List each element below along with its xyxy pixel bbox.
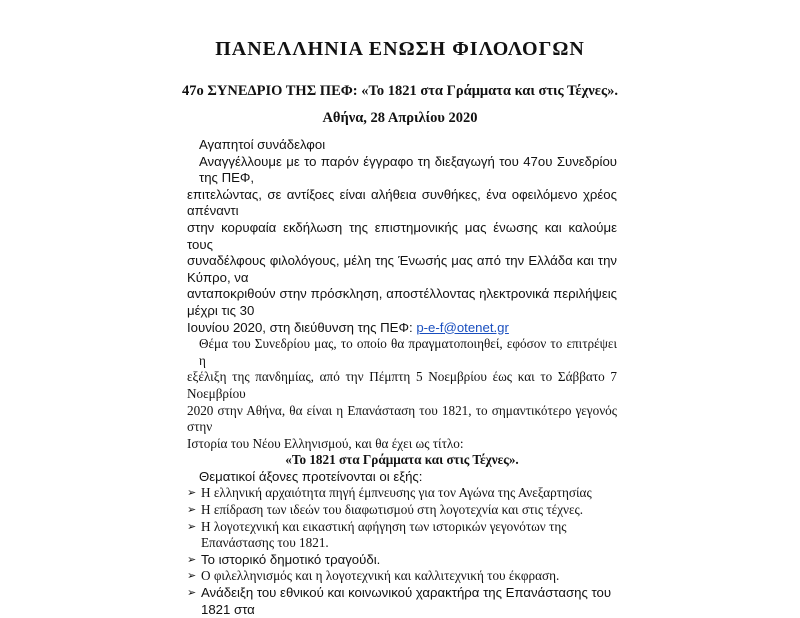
paragraph-line: Θέμα του Συνεδρίου μας, το οποίο θα πραγματοποιηθεί, εφόσον το επιτρέψει η [199, 336, 617, 368]
arrow-bullet-icon: ➢ [187, 504, 197, 517]
paragraph-line: στην κορυφαία εκδήλωση της επιστημονικής μας ένωσης και καλούμε τους [187, 219, 617, 252]
congress-subtitle: 47ο ΣΥΝΕΔΡΙΟ ΤΗΣ ΠΕΦ: «Το 1821 στα Γράμματα και στις Τέχνες». [182, 83, 618, 99]
arrow-bullet-icon: ➢ [187, 587, 197, 600]
arrow-bullet-icon: ➢ [187, 520, 197, 533]
paragraph-line: επιτελώντας, σε αντίξοες είναι αλήθεια συνθήκες, ένα οφειλόμενο χρέος απέναντι [187, 186, 617, 219]
list-item [187, 502, 617, 519]
list-item-text: Το ιστορικό δημοτικό τραγούδι. [201, 551, 381, 567]
arrow-bullet-icon: ➢ [187, 487, 197, 500]
arrow-bullet-icon: ➢ [187, 570, 197, 583]
announcement-paragraph [187, 154, 617, 337]
theme-paragraph [187, 336, 617, 452]
thematic-axes-list [187, 485, 617, 618]
list-item-text: Η επίδραση των ιδεών του διαφωτισμού στη λογοτεχνία και στις τέχνες. [201, 502, 584, 518]
paragraph-line: ανταποκριθούν στην πρόσκληση, αποστέλλοντας ηλεκτρονικά περιλήψεις μέχρι τις 30 [187, 286, 617, 318]
address-prefix: Ιουνίου 2020, στη διεύθυνση της ΠΕΦ: [187, 319, 417, 335]
paragraph-line: συναδέλφους φιλολόγους, μέλη της Ένωσής μας από την Ελλάδα και την Κύπρο, να [187, 253, 617, 285]
arrow-bullet-icon: ➢ [187, 553, 197, 566]
list-item [187, 568, 617, 585]
list-item [187, 552, 617, 569]
list-item-text: Ο φιλελληνισμός και η λογοτεχνική και καλλιτεχνική του έκφραση. [201, 568, 560, 584]
axes-intro: Θεματικοί άξονες προτείνονται οι εξής: [199, 468, 423, 484]
paragraph-line: Αναγγέλλουμε με το παρόν έγγραφο τη διεξαγωγή του 47ου Συνεδρίου της ΠΕΦ, [199, 153, 617, 186]
paragraph-line: εξέλιξη της πανδημίας, από την Πέμπτη 5 Νοεμβρίου έως και το Σάββατο 7 Νοεμβρίου [187, 369, 617, 401]
list-item-text: Ανάδειξη του εθνικού και κοινωνικού χαρακτήρα της Επανάστασης του 1821 στα [201, 585, 612, 617]
paragraph-line: 2020 στην Αθήνα, θα είναι η Επανάσταση του 1821, το σημαντικότερο γεγονός στην [187, 402, 617, 435]
list-item [187, 519, 617, 552]
list-item [187, 585, 617, 618]
list-item [187, 485, 617, 502]
congress-title: «Το 1821 στα Γράμματα και στις Τέχνες». [285, 452, 519, 468]
letter-body [187, 137, 617, 618]
greeting: Αγαπητοί συνάδελφοι [199, 137, 326, 152]
paragraph-line: Ιστορία του Νέου Ελληνισμού, και θα έχει ως τίτλο: [187, 435, 464, 451]
dateline: Αθήνα, 28 Απριλίου 2020 [322, 110, 478, 126]
organization-title: ΠΑΝΕΛΛΗΝΙΑ ΕΝΩΣΗ ΦΙΛΟΛΟΓΩΝ [215, 38, 585, 60]
email-link[interactable]: p-e-f@otenet.gr [416, 319, 509, 335]
list-item-text: Η ελληνική αρχαιότητα πηγή έμπνευσης για τον Αγώνα της Ανεξαρτησίας [201, 485, 592, 501]
list-item-text: Η λογοτεχνική και εικαστική αφήγηση των ιστορικών γεγονότων της Επανάστασης του 1821. [201, 518, 567, 551]
paragraph-line [187, 320, 617, 337]
